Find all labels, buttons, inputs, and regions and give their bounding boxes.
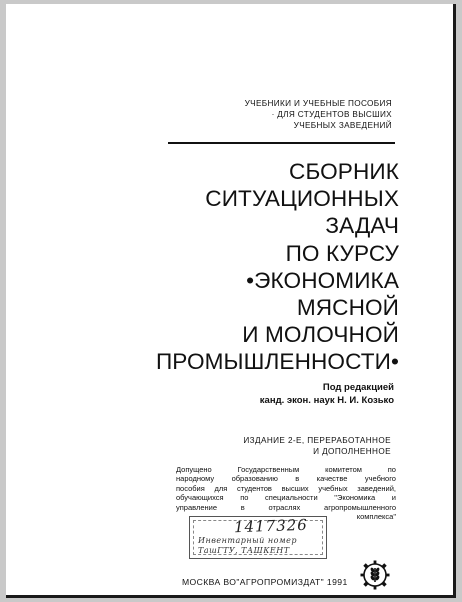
edition-line: ИЗДАНИЕ 2-Е, ПЕРЕРАБОТАННОЕ	[243, 436, 391, 445]
approval-word: образованию	[231, 474, 278, 484]
approval-word: учебных	[318, 483, 348, 493]
library-stamp	[189, 516, 327, 559]
wheat-gear-emblem-icon	[360, 560, 390, 590]
title-line: ПРОМЫШЛЕННОСТИ•	[155, 349, 399, 375]
approval-word: в	[295, 474, 300, 484]
approval-word: отраслях	[268, 502, 301, 512]
approval-word: студентов	[236, 483, 272, 493]
approval-word: в	[240, 502, 245, 512]
approval-word: и	[391, 493, 396, 503]
approval-line	[176, 493, 396, 502]
approval-word: "Экономика	[334, 493, 376, 503]
approval-word: заведений,	[357, 483, 396, 493]
series-note	[172, 98, 392, 131]
approval-word: обучающихся	[176, 493, 224, 503]
approval-text	[176, 465, 396, 521]
approval-word: специальности	[265, 493, 318, 503]
header-rule	[168, 142, 395, 144]
approval-word: по	[387, 465, 396, 474]
approval-word: для	[214, 483, 228, 493]
title-line: СИТУАЦИОННЫХ	[205, 186, 399, 212]
approval-word: Допущено	[176, 465, 212, 474]
approval-word: Государственным	[237, 465, 300, 474]
stamp-text: Инвентарный номер	[198, 536, 297, 545]
book-title-page	[6, 4, 456, 598]
stamp-text: ТашГТУ, ТАШКЕНТ	[198, 546, 290, 555]
series-line: УЧЕБНИКИ И УЧЕБНЫЕ ПОСОБИЯ	[244, 99, 392, 108]
approval-word: по	[240, 493, 249, 503]
title-line: ПО КУРСУ	[285, 240, 399, 266]
publisher-imprint: МОСКВА ВО"АГРОПРОМИЗДАТ" 1991	[182, 577, 348, 587]
editor-line: Под редакцией	[322, 382, 394, 393]
editor-name: канд. экон. наук Н. И. Козько	[259, 394, 394, 406]
series-line: · ДЛЯ СТУДЕНТОВ ВЫСШИХ	[271, 110, 392, 119]
editor-credit	[154, 382, 394, 407]
approval-word: агропромышленного	[324, 502, 396, 512]
approval-word: пособия	[176, 483, 205, 493]
approval-line	[176, 474, 396, 483]
approval-word: комитетом	[325, 465, 362, 474]
edition-note	[151, 435, 391, 457]
series-line: УЧЕБНЫХ ЗАВЕДЕНИЙ	[293, 121, 392, 130]
approval-line	[176, 503, 396, 512]
approval-word: качестве	[316, 474, 348, 484]
title-line: •ЭКОНОМИКА	[246, 267, 399, 293]
approval-word: учебного	[364, 474, 396, 484]
approval-word: высших	[281, 483, 309, 493]
book-title	[99, 158, 399, 376]
inventory-number: 1417326	[233, 515, 309, 537]
edition-line: И ДОПОЛНЕННОЕ	[313, 447, 391, 456]
title-line: И МОЛОЧНОЙ	[242, 322, 399, 348]
approval-line	[176, 465, 396, 474]
title-line: МЯСНОЙ	[296, 295, 399, 321]
approval-word: управление	[176, 502, 218, 512]
title-line: СБОРНИК	[289, 159, 399, 184]
title-line: ЗАДАЧ	[325, 213, 399, 239]
approval-word: народному	[176, 474, 215, 484]
approval-word: комплекса"	[356, 512, 396, 522]
approval-line	[176, 484, 396, 493]
